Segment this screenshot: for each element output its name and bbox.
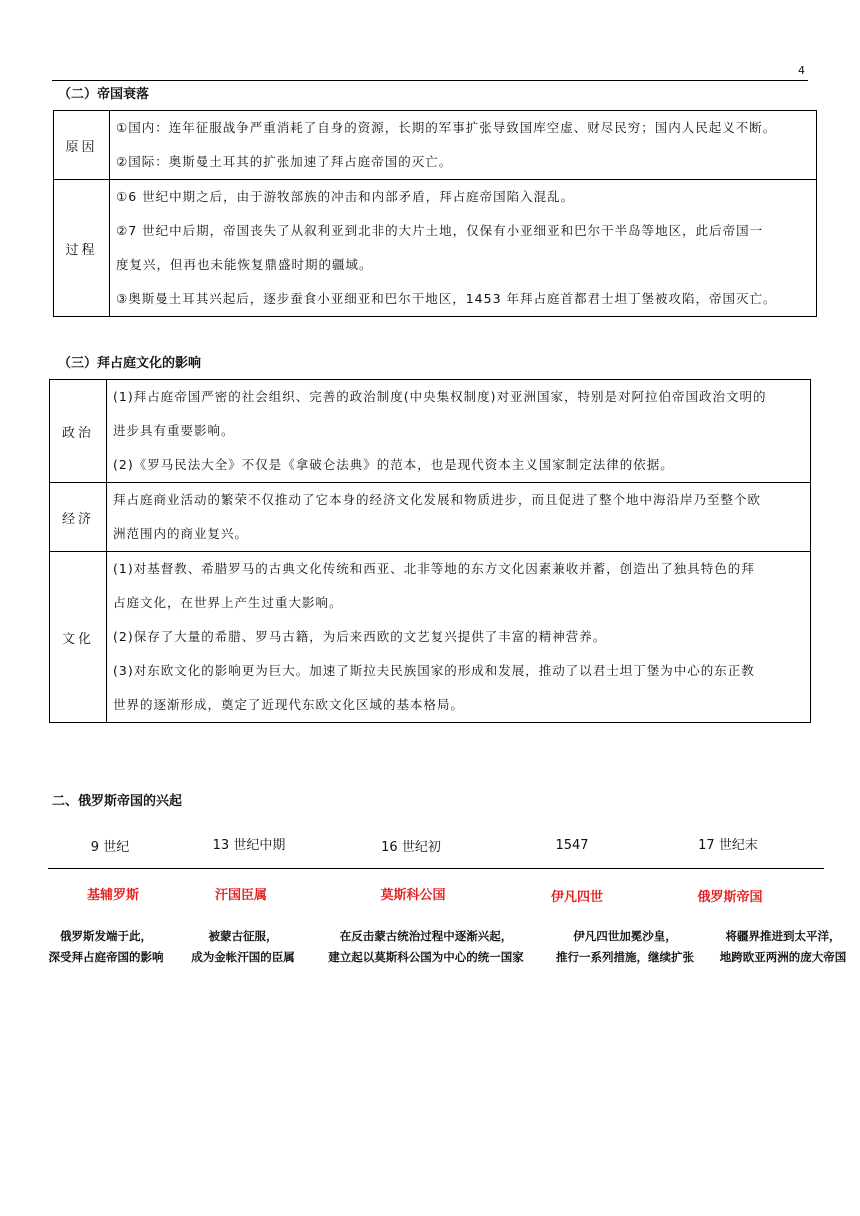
content-line: 拜占庭商业活动的繁荣不仅推动了它本身的经济文化发展和物质进步，而且促进了整个地中海沿岸乃至整个欧 (113, 492, 762, 507)
desc-line: 深受拜占庭帝国的影响 (48, 950, 164, 964)
timeline-event-desc (312, 926, 540, 968)
content-line: 洲范围内的商业复兴。 (113, 526, 249, 541)
desc-line: 推行一系列措施，继续扩张 (556, 950, 694, 964)
content-line: ③奥斯曼土耳其兴起后，逐步蚕食小亚细亚和巴尔干地区，1453 年拜占庭首都君士坦丁堡被攻陷，帝国灭亡。 (116, 291, 777, 306)
content-line: (2)保存了大量的希腊、罗马古籍，为后来西欧的文艺复兴提供了丰富的精神营养。 (113, 629, 607, 644)
table-row-process (54, 180, 817, 317)
desc-line: 俄罗斯发端于此， (60, 929, 152, 943)
timeline-date: 1547 (555, 838, 589, 853)
row-label-politics: 政治 (50, 380, 107, 483)
row-label-economy: 经济 (50, 483, 107, 552)
content-line: (1)对基督教、希腊罗马的古典文化传统和西亚、北非等地的东方文化因素兼收并蓄，创造出了独具特色的拜 (113, 561, 755, 576)
desc-line: 伊凡四世加冕沙皇， (573, 929, 677, 943)
decline-table (53, 110, 817, 317)
content-line: ②7 世纪中后期，帝国丧失了从叙利亚到北非的大片土地，仅保有小亚细亚和巴尔干半岛等地区，此后帝国一 (116, 223, 764, 238)
table-row-politics (50, 380, 811, 483)
desc-line: 被蒙古征服， (208, 929, 278, 943)
timeline-date: 17 世纪末 (698, 838, 758, 853)
content-line: ①6 世纪中期之后，由于游牧部族的冲击和内部矛盾，拜占庭帝国陷入混乱。 (116, 189, 575, 204)
content-line: ①国内：连年征服战争严重消耗了自身的资源，长期的军事扩张导致国库空虚、财尽民穷；国内人民起义不断。 (116, 120, 777, 135)
desc-line: 在反击蒙古统治过程中逐渐兴起， (339, 929, 513, 943)
desc-line: 建立起以莫斯科公国为中心的统一国家 (328, 950, 524, 964)
timeline-date: 13 世纪中期 (212, 838, 286, 853)
row-label-process: 过程 (54, 180, 110, 317)
desc-line: 成为金帐汗国的臣属 (191, 950, 295, 964)
content-line: ②国际：奥斯曼土耳其的扩张加速了拜占庭帝国的灭亡。 (116, 154, 453, 169)
row-content-economy (107, 483, 811, 552)
content-line: (2)《罗马民法大全》不仅是《拿破仑法典》的范本，也是现代资本主义国家制定法律的依据。 (113, 457, 674, 472)
row-content-cause (110, 111, 817, 180)
row-label-culture: 文化 (50, 552, 107, 723)
section-title-influence: （三）拜占庭文化的影响 (58, 356, 202, 371)
row-content-process (110, 180, 817, 317)
content-line: 度复兴，但再也未能恢复鼎盛时期的疆域。 (116, 257, 373, 272)
table-row-economy (50, 483, 811, 552)
timeline-date: 9 世纪 (90, 840, 130, 855)
content-line: 占庭文化，在世界上产生过重大影响。 (113, 595, 343, 610)
timeline-event-desc (36, 926, 176, 968)
timeline-date: 16 世纪初 (381, 840, 441, 855)
desc-line: 地跨欧亚两洲的庞大帝国 (719, 950, 847, 964)
row-label-cause: 原因 (54, 111, 110, 180)
influence-table (49, 379, 811, 723)
table-row-culture (50, 552, 811, 723)
content-line: (3)对东欧文化的影响更为巨大。加速了斯拉夫民族国家的形成和发展，推动了以君士坦丁堡为中心的东正教 (113, 663, 755, 678)
section-title-decline: （二）帝国衰落 (58, 87, 150, 102)
timeline-event-name: 伊凡四世 (550, 890, 603, 905)
content-line: 世界的逐渐形成，奠定了近现代东欧文化区域的基本格局。 (113, 697, 465, 712)
page-number: 4 (798, 64, 805, 77)
section-title-russia: 二、俄罗斯帝国的兴起 (52, 794, 183, 809)
row-content-politics (107, 380, 811, 483)
content-line: 进步具有重要影响。 (113, 423, 235, 438)
content-line: (1)拜占庭帝国严密的社会组织、完善的政治制度(中央集权制度)对亚洲国家，特别是对阿拉伯帝国政治文明的 (113, 389, 767, 404)
timeline-event-name: 俄罗斯帝国 (697, 890, 763, 905)
timeline-event-desc (180, 926, 306, 968)
timeline-event-desc (544, 926, 706, 968)
header-rule (52, 80, 808, 81)
table-row-cause (54, 111, 817, 180)
desc-line: 将疆界推进到太平洋， (725, 929, 841, 943)
row-content-culture (107, 552, 811, 723)
timeline-event-name: 基辅罗斯 (86, 888, 139, 903)
timeline-event-desc (708, 926, 858, 968)
timeline-event-name: 莫斯科公国 (380, 888, 446, 903)
timeline-rule (48, 868, 824, 869)
timeline-event-name: 汗国臣属 (214, 888, 267, 903)
